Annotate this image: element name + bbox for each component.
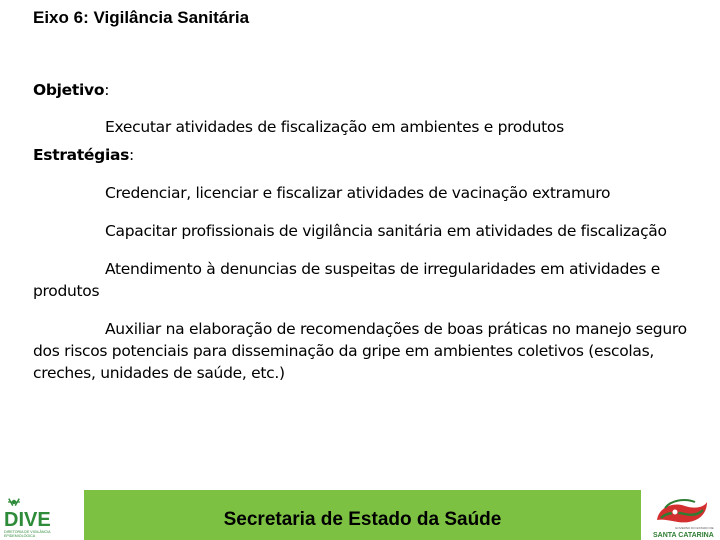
dive-logo-word: DIVE: [4, 509, 51, 531]
dive-logo-subtitle-2: EPIDEMIOLÓGICA: [4, 534, 36, 538]
dive-logo: [0, 494, 80, 540]
santa-catarina-logo: [645, 494, 717, 540]
dive-logo-subtitle-1: DIRETORIA DE VIGILÂNCIA: [4, 530, 51, 534]
objetivo-text: Executar atividades de fiscalização em ambientes e produtos: [105, 118, 564, 136]
footer: [0, 490, 720, 540]
estrategia-item: Credenciar, licenciar e fiscalizar atividades de vacinação extramuro: [105, 184, 611, 202]
estrategias-heading: Estratégias:: [33, 146, 134, 164]
sc-logo-line1: GOVERNO DO ESTADO DE: [675, 526, 714, 530]
estrategias-heading-label: Estratégias: [33, 146, 130, 164]
estrategia-item: Auxiliar na elaboração de recomendações de boas práticas no manejo seguro dos riscos potenciais para disseminação da gripe em ambientes coletivos (escolas, creches, unidades de saúde, etc.): [33, 320, 687, 382]
page-title: Eixo 6: Vigilância Sanitária: [33, 8, 250, 27]
objetivo-heading: Objetivo:: [33, 81, 110, 99]
objetivo-heading-label: Objetivo: [33, 81, 105, 99]
sc-logo-line2: SANTA CATARINA: [653, 532, 714, 539]
footer-text: Secretaria de Estado da Saúde: [223, 509, 502, 530]
estrategia-item: Capacitar profissionais de vigilância sanitária em atividades de fiscalização: [105, 222, 667, 240]
content-block: [33, 79, 698, 384]
estrategia-item: Atendimento à denuncias de suspeitas de irregularidades em atividades e produtos: [33, 260, 661, 300]
